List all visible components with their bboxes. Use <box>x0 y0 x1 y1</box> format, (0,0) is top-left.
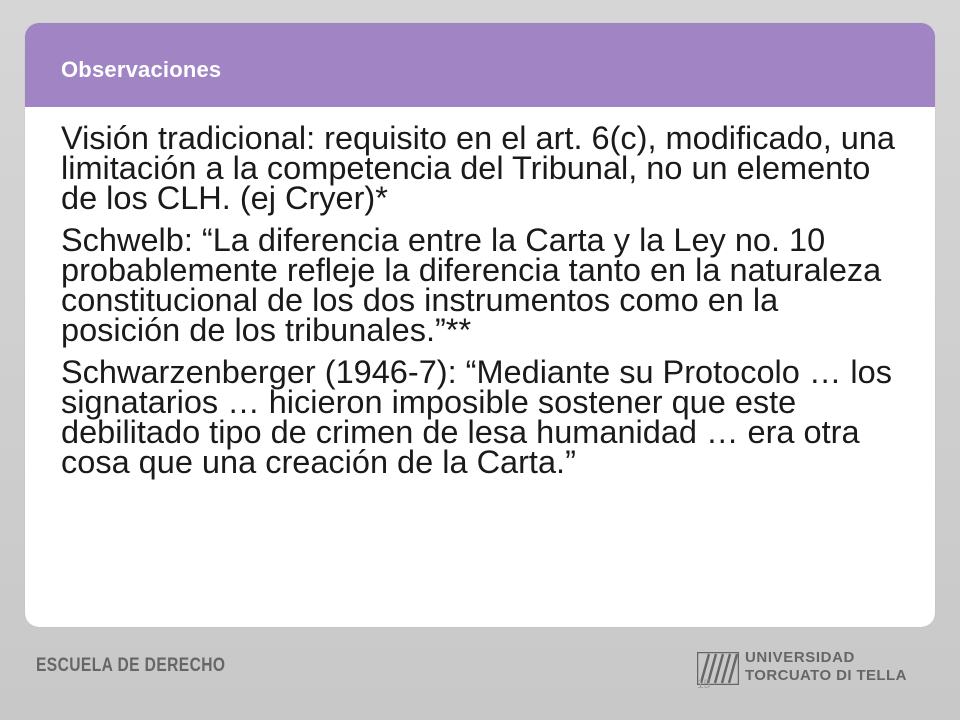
slide-body <box>61 120 906 489</box>
logo-text-universidad: UNIVERSIDAD <box>745 649 855 666</box>
page-number: 15 <box>697 677 711 691</box>
university-logo <box>697 649 912 689</box>
paragraph-schwelb: Schwelb: “La diferencia entre la Carta y la Ley no. 10 probablemente refleje la diferencia tanto en la naturaleza constitucional de los dos instrumentos como en la posición de los tribunales.”** <box>61 222 882 348</box>
logo-text-torcuato-di-tella: TORCUATO DI TELLA <box>745 667 907 684</box>
content-card <box>25 23 935 627</box>
school-name: ESCUELA DE DERECHO <box>36 655 226 676</box>
footer <box>0 627 960 720</box>
slide-title: Observaciones <box>61 57 222 82</box>
paragraph-vision-tradicional: Visión tradicional: requisito en el art. 6(c), modificado, una limitación a la competencia del Tribunal, no un elemento de los CLH. (ej Cryer)* <box>61 120 896 216</box>
paragraph-schwarzenberger: Schwarzenberger (1946-7): “Mediante su Protocolo … los signatarios … hicieron imposible sostener que este debilitado tipo de crimen de lesa humanidad … era otra cosa que una creación de la Carta.” <box>61 354 892 480</box>
header-band <box>25 23 935 107</box>
